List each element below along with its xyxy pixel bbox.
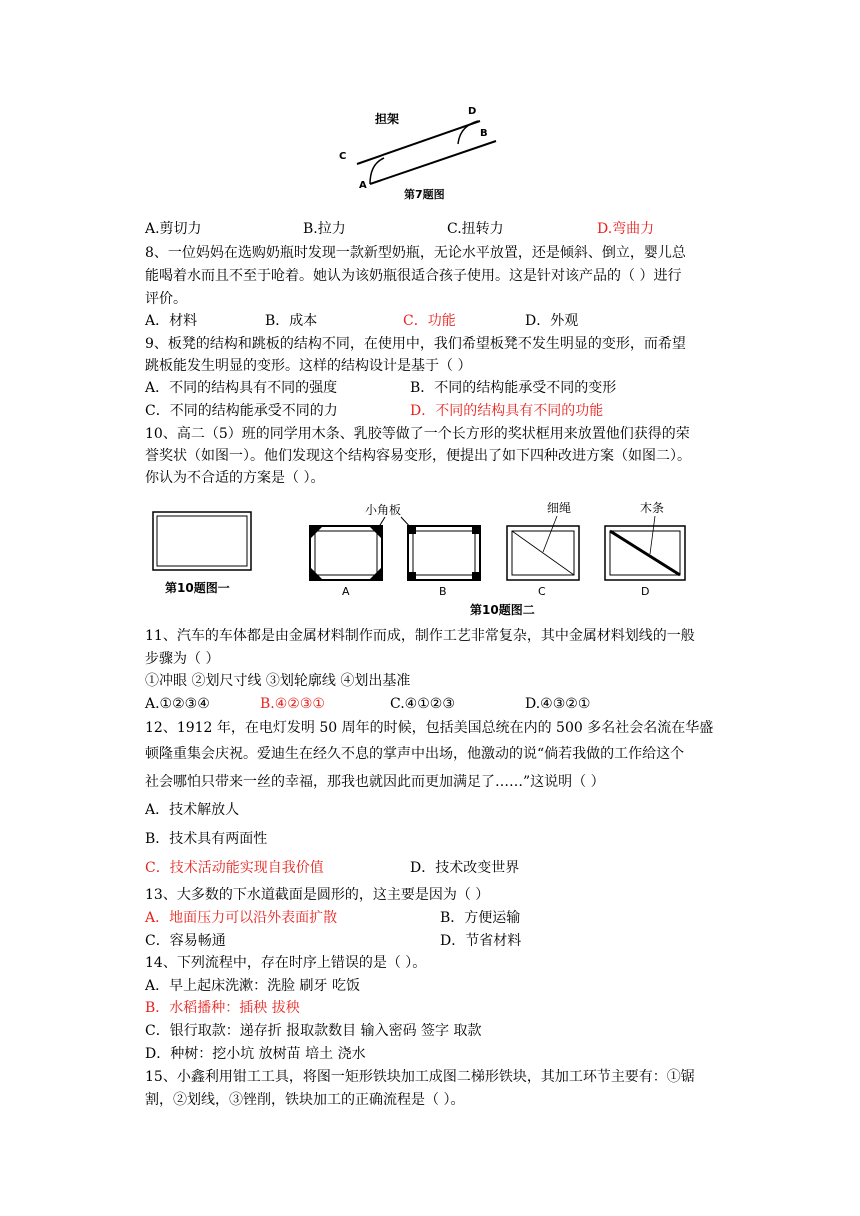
fig7-label-c: C bbox=[339, 151, 347, 162]
fig10-wood-pointer bbox=[650, 516, 655, 554]
fig10-frame-a bbox=[310, 526, 382, 580]
q12-stem-line1: 12、1912 年，在电灯发明 50 周年的时候，包括美国总统在内的 500 多名社会名流在华盛 bbox=[145, 720, 714, 736]
q10-stem-line3: 你认为不合适的方案是（ ）。 bbox=[145, 470, 325, 486]
q12-stem-line2: 顿隆重集会庆祝。爱迪生在经久不息的掌声中出场，他激动的说“倘若我做的工作给这个 bbox=[145, 746, 685, 762]
q8-option-c: C．功能 bbox=[403, 313, 456, 329]
fig10-frame-original bbox=[153, 512, 251, 570]
q11-steps: ①冲眼 ②划尺寸线 ③划轮廓线 ④划出基准 bbox=[145, 673, 411, 689]
figure-10 bbox=[145, 492, 705, 622]
q8-option-a: A．材料 bbox=[145, 313, 198, 329]
q15-stem-line2: 割，②划线，③锉削，铁块加工的正确流程是（ ）。 bbox=[145, 1092, 465, 1108]
fig10-rope-pointer bbox=[543, 516, 557, 552]
q11-option-b: B.④②③① bbox=[260, 696, 325, 712]
fig10-label-b: B bbox=[439, 585, 447, 598]
q9-options-row2 bbox=[145, 401, 745, 421]
fig10-label-d: D bbox=[641, 585, 650, 598]
q9-option-d: D．不同的结构具有不同的功能 bbox=[410, 403, 604, 419]
fig10-caption-1: 第10题图一 bbox=[165, 581, 230, 595]
fig10-frame-d bbox=[605, 526, 685, 580]
fig7-label-d: D bbox=[468, 106, 477, 117]
figure-7 bbox=[330, 96, 510, 206]
q9-options-row1 bbox=[145, 378, 745, 398]
q8-options bbox=[145, 311, 745, 331]
q13-stem: 13、大多数的下水道截面是圆形的，这主要是因为（ ） bbox=[145, 887, 490, 903]
q14-option-c: C．银行取款：递存折 报取款数目 输入密码 签字 取款 bbox=[145, 1023, 482, 1039]
fig10-label-c: C bbox=[538, 585, 546, 598]
fig10-caption-2: 第10题图二 bbox=[470, 603, 535, 617]
q9-stem-line1: 9、板凳的结构和跳板的结构不同，在使用中，我们希望板凳不发生明显的变形，而希望 bbox=[145, 336, 686, 352]
q11-stem-line2: 步骤为（ ） bbox=[145, 651, 220, 667]
q14-option-d: D．种树：挖小坑 放树苗 培土 浇水 bbox=[145, 1046, 366, 1062]
q14-option-b: B．水稻播种：插秧 拔秧 bbox=[145, 1000, 300, 1016]
q11-option-d: D.④③②① bbox=[525, 696, 591, 712]
q14-stem: 14、下列流程中，存在时序上错误的是（ ）。 bbox=[145, 955, 427, 971]
q7-option-b: B.拉力 bbox=[303, 221, 346, 237]
q12-option-d: D．技术改变世界 bbox=[410, 860, 520, 876]
fig10-label-a: A bbox=[342, 585, 350, 598]
q13-option-d: D．节省材料 bbox=[440, 933, 522, 949]
q8-option-b: B．成本 bbox=[265, 313, 318, 329]
q10-stem-line2: 誉奖状（如图一）。他们发现这个结构容易变形，便提出了如下四种改进方案（如图二）。 bbox=[145, 448, 691, 464]
q12-option-a: A．技术解放人 bbox=[145, 802, 240, 818]
q7-option-a: A.剪切力 bbox=[145, 221, 202, 237]
q8-stem-line3: 评价。 bbox=[145, 291, 187, 307]
q12-option-c: C．技术活动能实现自我价值 bbox=[145, 860, 324, 876]
fig10-label-corner: 小角板 bbox=[365, 503, 402, 517]
q14-option-a: A．早上起床洗漱：洗脸 刷牙 吃饭 bbox=[145, 978, 361, 994]
q12-option-b: B．技术具有两面性 bbox=[145, 831, 268, 847]
stretcher-pole-upper bbox=[357, 121, 480, 164]
q7-options bbox=[145, 219, 745, 239]
stretcher-pole-lower bbox=[370, 141, 496, 184]
fig10-frame-b bbox=[408, 526, 480, 580]
q11-stem-line1: 11、汽车的车体都是由金属材料制作而成，制作工艺非常复杂，其中金属材料划线的一般 bbox=[145, 628, 695, 644]
q8-stem-line2: 能喝着水而且不至于呛着。她认为该奶瓶很适合孩子使用。这是针对该产品的（ ）进行 bbox=[145, 268, 682, 284]
q11-option-a: A.①②③④ bbox=[145, 696, 210, 712]
q13-option-c: C．容易畅通 bbox=[145, 933, 226, 949]
q9-option-a: A．不同的结构具有不同的强度 bbox=[145, 380, 338, 396]
q12-stem-line3: 社会哪怕只带来一丝的幸福，那我也就因此而更加满足了……”这说明（ ） bbox=[145, 774, 605, 790]
fig10-label-rope: 细绳 bbox=[547, 501, 572, 515]
q7-option-d: D.弯曲力 bbox=[597, 221, 655, 237]
fig7-caption: 第7题图 bbox=[404, 188, 445, 201]
q9-option-b: B．不同的结构能承受不同的变形 bbox=[410, 380, 617, 396]
fig7-label-shelf: 担架 bbox=[375, 112, 400, 126]
q8-stem-line1: 8、一位妈妈在选购奶瓶时发现一款新型奶瓶，无论水平放置，还是倾斜、倒立，婴儿总 bbox=[145, 245, 686, 261]
q13-options-row1 bbox=[145, 908, 745, 928]
fig10-frame-c bbox=[507, 526, 579, 580]
q13-option-b: B．方便运输 bbox=[440, 910, 521, 926]
q10-stem-line1: 10、高二（5）班的同学用木条、乳胶等做了一个长方形的奖状框用来放置他们获得的荣 bbox=[145, 426, 690, 442]
q8-option-d: D．外观 bbox=[525, 313, 579, 329]
q11-option-c: C.④①②③ bbox=[390, 696, 455, 712]
q11-options bbox=[145, 694, 745, 714]
q12-options-row bbox=[145, 858, 745, 878]
q15-stem-line1: 15、小鑫利用钳工工具，将图一矩形铁块加工成图二梯形铁块，其加工环节主要有：①锯 bbox=[145, 1069, 695, 1085]
fig7-label-b: B bbox=[480, 128, 488, 139]
q9-option-c: C．不同的结构能承受不同的力 bbox=[145, 403, 338, 419]
q9-stem-line2: 跳板能发生明显的变形。这样的结构设计是基于（ ） bbox=[145, 358, 472, 374]
q13-options-row2 bbox=[145, 931, 745, 951]
q7-option-c: C.扭转力 bbox=[447, 221, 504, 237]
q13-option-a: A．地面压力可以沿外表面扩散 bbox=[145, 910, 338, 926]
fig10-label-wood: 木条 bbox=[640, 501, 665, 515]
fig7-label-a: A bbox=[359, 180, 367, 191]
